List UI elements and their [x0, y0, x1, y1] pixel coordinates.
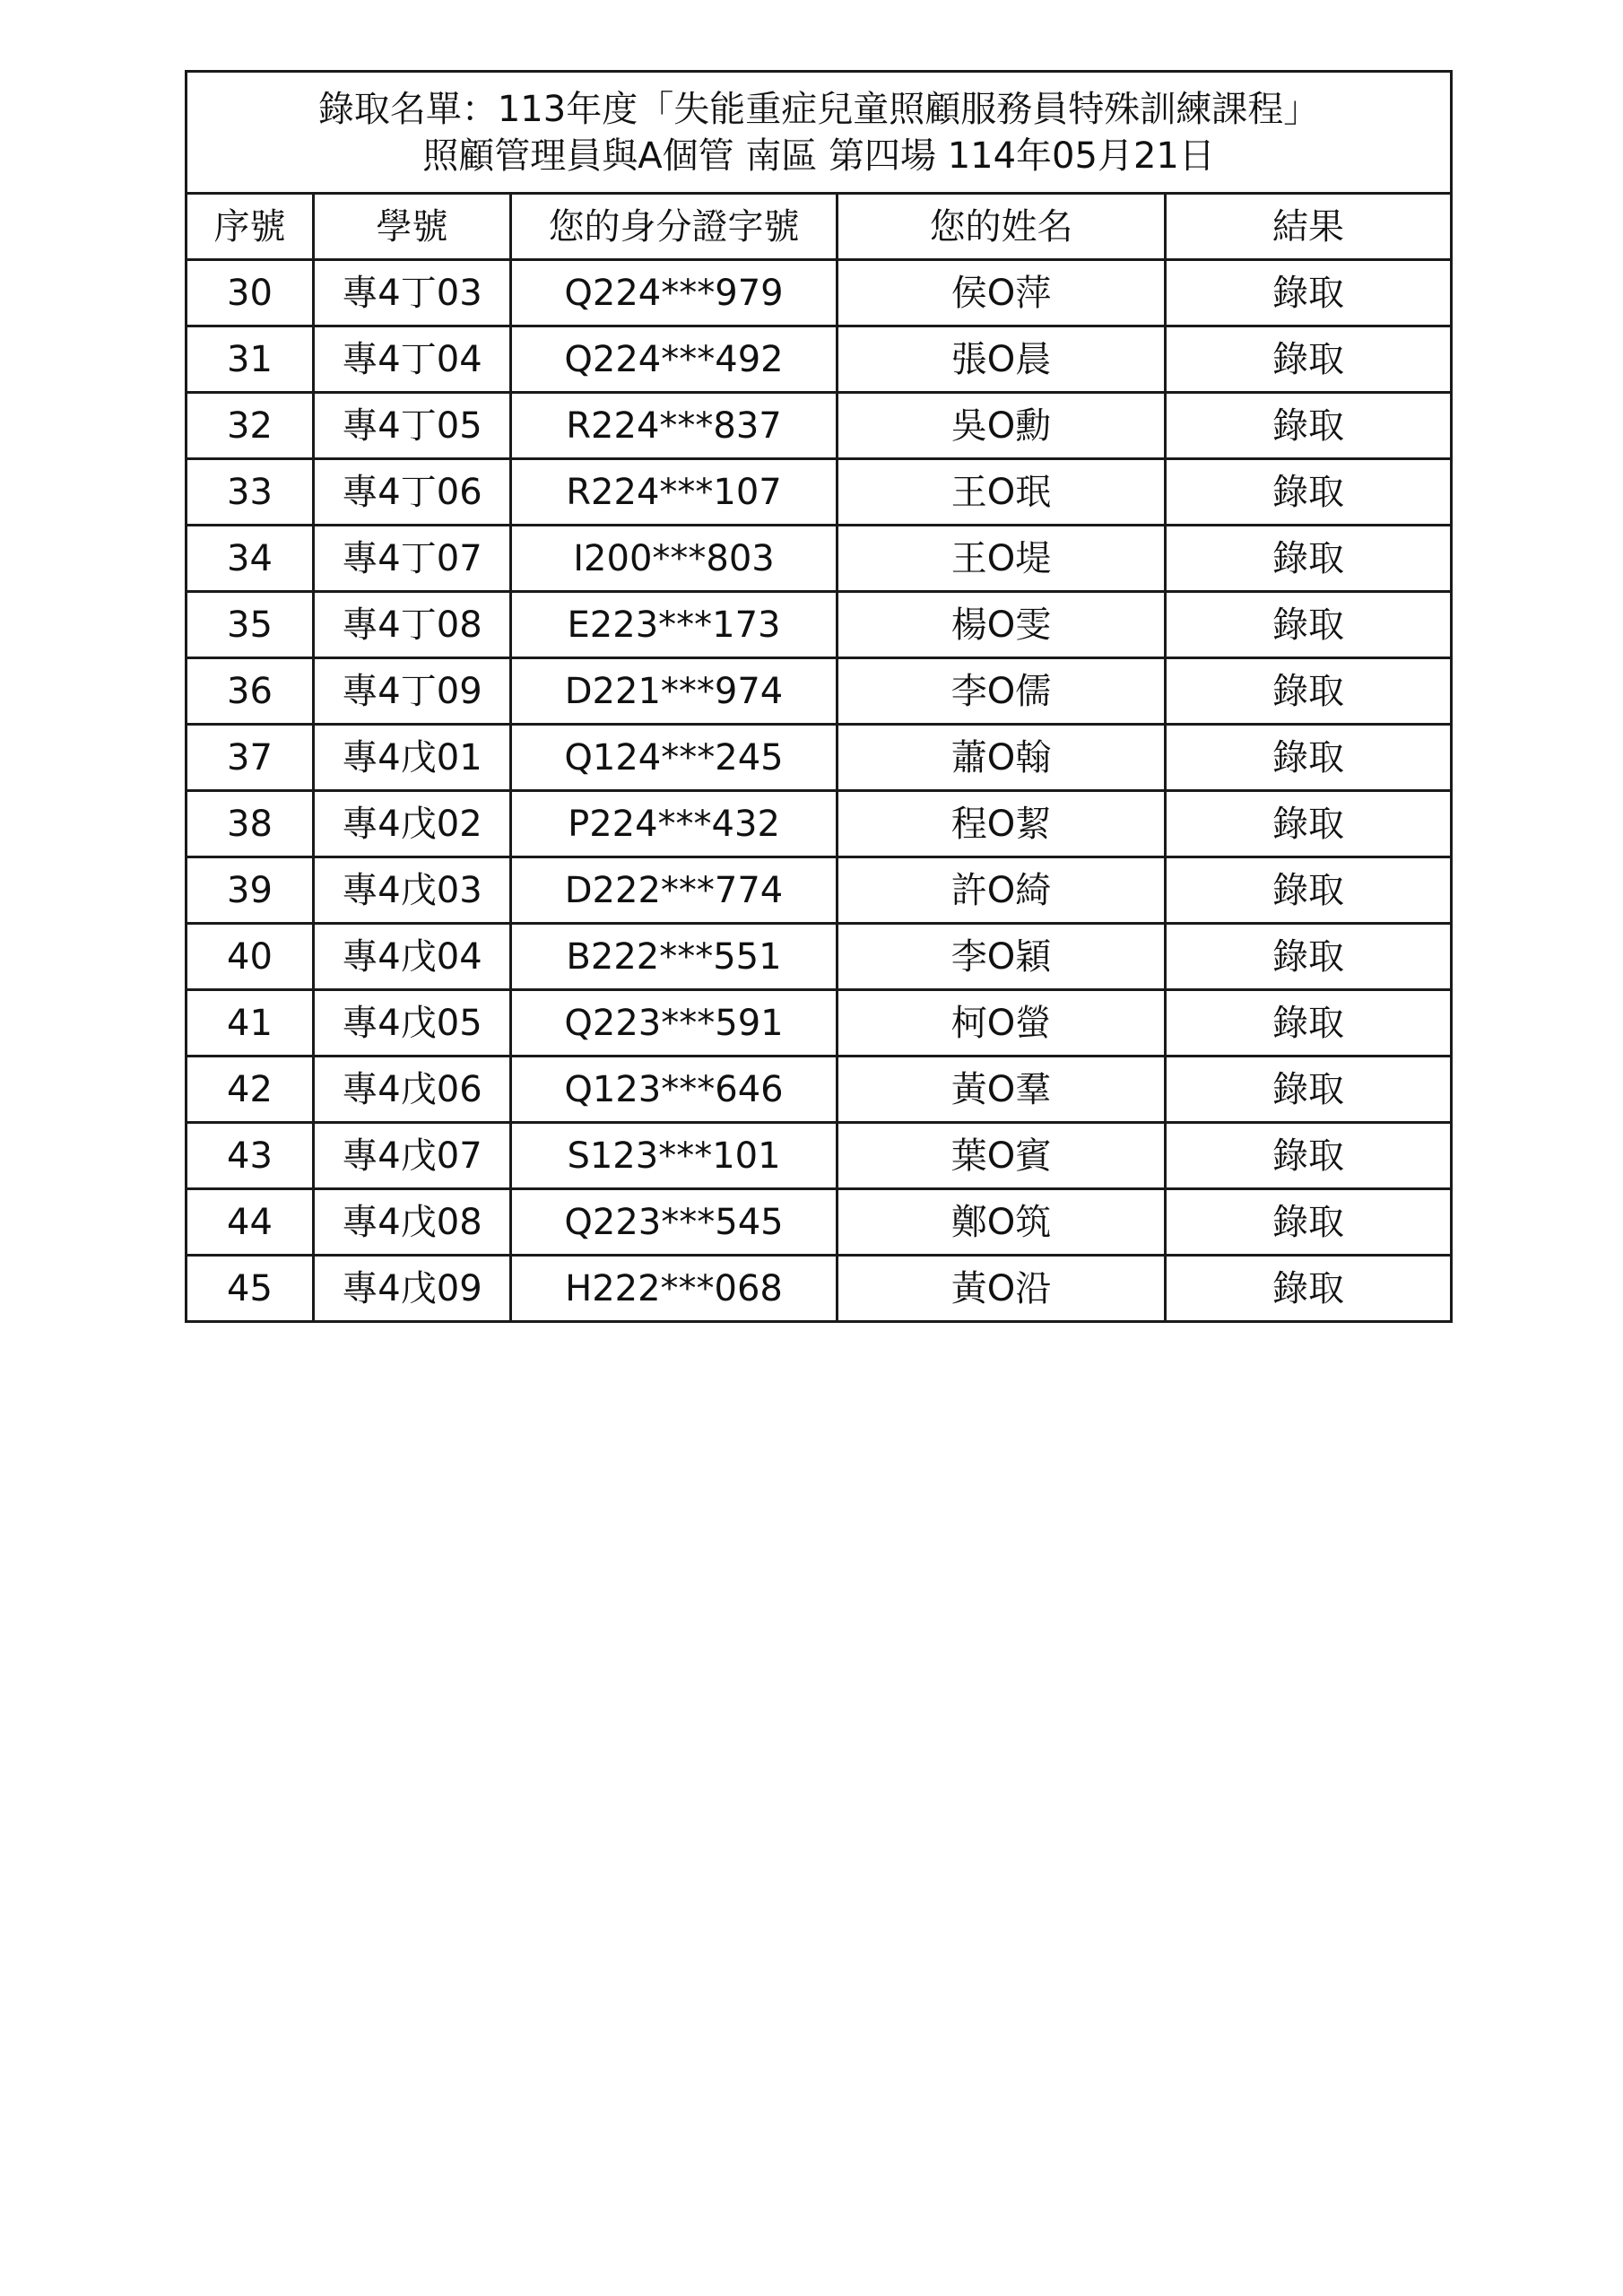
- cell-result: 錄取: [1166, 725, 1452, 791]
- cell-seq: 32: [187, 393, 314, 459]
- cell-national-id: B222***551: [511, 924, 838, 990]
- cell-seq: 36: [187, 658, 314, 725]
- table-row: [187, 326, 1452, 393]
- table-title: [187, 72, 1452, 194]
- cell-result: 錄取: [1166, 791, 1452, 857]
- cell-national-id: H222***068: [511, 1256, 838, 1322]
- table-row: [187, 924, 1452, 990]
- cell-national-id: Q124***245: [511, 725, 838, 791]
- cell-national-id: Q223***545: [511, 1189, 838, 1256]
- column-header-seq: 序號: [187, 194, 314, 260]
- cell-result: 錄取: [1166, 592, 1452, 658]
- cell-seq: 45: [187, 1256, 314, 1322]
- cell-student-id: 專4丁03: [314, 260, 511, 326]
- cell-seq: 31: [187, 326, 314, 393]
- cell-national-id: P224***432: [511, 791, 838, 857]
- cell-name: 楊O雯: [838, 592, 1166, 658]
- cell-student-id: 專4戊09: [314, 1256, 511, 1322]
- cell-student-id: 專4戊01: [314, 725, 511, 791]
- cell-student-id: 專4丁09: [314, 658, 511, 725]
- cell-result: 錄取: [1166, 526, 1452, 592]
- cell-name: 張O晨: [838, 326, 1166, 393]
- table-body: [187, 260, 1452, 1322]
- cell-student-id: 專4丁07: [314, 526, 511, 592]
- cell-result: 錄取: [1166, 1057, 1452, 1123]
- cell-national-id: R224***837: [511, 393, 838, 459]
- cell-result: 錄取: [1166, 990, 1452, 1057]
- cell-result: 錄取: [1166, 924, 1452, 990]
- title-line-1: 錄取名單：113年度「失能重症兒童照顧服務員特殊訓練課程」: [317, 88, 1320, 130]
- table-row: [187, 990, 1452, 1057]
- table-row: [187, 526, 1452, 592]
- column-header-student-id: 學號: [314, 194, 511, 260]
- table-row: [187, 260, 1452, 326]
- table-row: [187, 1189, 1452, 1256]
- cell-national-id: Q224***492: [511, 326, 838, 393]
- cell-result: 錄取: [1166, 658, 1452, 725]
- cell-national-id: D222***774: [511, 857, 838, 924]
- cell-result: 錄取: [1166, 1256, 1452, 1322]
- admission-list-table: [185, 70, 1453, 1323]
- table-row: [187, 393, 1452, 459]
- cell-result: 錄取: [1166, 857, 1452, 924]
- column-header-name: 您的姓名: [838, 194, 1166, 260]
- table-row: [187, 592, 1452, 658]
- cell-national-id: R224***107: [511, 459, 838, 526]
- cell-result: 錄取: [1166, 459, 1452, 526]
- cell-name: 侯O萍: [838, 260, 1166, 326]
- cell-name: 吳O勳: [838, 393, 1166, 459]
- table-row: [187, 725, 1452, 791]
- cell-seq: 43: [187, 1123, 314, 1189]
- cell-name: 黃O羣: [838, 1057, 1166, 1123]
- cell-seq: 39: [187, 857, 314, 924]
- cell-name: 李O穎: [838, 924, 1166, 990]
- cell-student-id: 專4丁05: [314, 393, 511, 459]
- table-row: [187, 1123, 1452, 1189]
- table-row: [187, 1057, 1452, 1123]
- cell-name: 王O珉: [838, 459, 1166, 526]
- table-row: [187, 1256, 1452, 1322]
- cell-seq: 35: [187, 592, 314, 658]
- cell-national-id: I200***803: [511, 526, 838, 592]
- cell-national-id: Q223***591: [511, 990, 838, 1057]
- cell-name: 柯O螢: [838, 990, 1166, 1057]
- cell-seq: 33: [187, 459, 314, 526]
- column-header-national-id: 您的身分證字號: [511, 194, 838, 260]
- cell-student-id: 專4丁08: [314, 592, 511, 658]
- cell-name: 王O堤: [838, 526, 1166, 592]
- table-row: [187, 459, 1452, 526]
- cell-seq: 30: [187, 260, 314, 326]
- cell-name: 鄭O筑: [838, 1189, 1166, 1256]
- cell-name: 蕭O翰: [838, 725, 1166, 791]
- cell-student-id: 專4戊03: [314, 857, 511, 924]
- cell-seq: 41: [187, 990, 314, 1057]
- cell-national-id: Q123***646: [511, 1057, 838, 1123]
- cell-student-id: 專4戊02: [314, 791, 511, 857]
- cell-name: 葉O賓: [838, 1123, 1166, 1189]
- cell-student-id: 專4丁04: [314, 326, 511, 393]
- cell-national-id: E223***173: [511, 592, 838, 658]
- cell-student-id: 專4戊06: [314, 1057, 511, 1123]
- cell-seq: 34: [187, 526, 314, 592]
- column-header-row: [187, 194, 1452, 260]
- table-row: [187, 791, 1452, 857]
- cell-name: 黃O沿: [838, 1256, 1166, 1322]
- cell-seq: 38: [187, 791, 314, 857]
- cell-national-id: D221***974: [511, 658, 838, 725]
- column-header-result: 結果: [1166, 194, 1452, 260]
- cell-national-id: S123***101: [511, 1123, 838, 1189]
- cell-student-id: 專4戊04: [314, 924, 511, 990]
- cell-student-id: 專4戊05: [314, 990, 511, 1057]
- cell-result: 錄取: [1166, 393, 1452, 459]
- cell-name: 程O絜: [838, 791, 1166, 857]
- table-row: [187, 857, 1452, 924]
- cell-seq: 44: [187, 1189, 314, 1256]
- table-row: [187, 658, 1452, 725]
- cell-result: 錄取: [1166, 1123, 1452, 1189]
- cell-student-id: 專4戊08: [314, 1189, 511, 1256]
- cell-name: 李O儒: [838, 658, 1166, 725]
- title-line-2: 照顧管理員與A個管 南區 第四場 114年05月21日: [422, 135, 1215, 177]
- cell-result: 錄取: [1166, 260, 1452, 326]
- cell-student-id: 專4戊07: [314, 1123, 511, 1189]
- cell-national-id: Q224***979: [511, 260, 838, 326]
- cell-seq: 42: [187, 1057, 314, 1123]
- cell-name: 許O綺: [838, 857, 1166, 924]
- cell-student-id: 專4丁06: [314, 459, 511, 526]
- cell-result: 錄取: [1166, 326, 1452, 393]
- cell-seq: 40: [187, 924, 314, 990]
- cell-seq: 37: [187, 725, 314, 791]
- cell-result: 錄取: [1166, 1189, 1452, 1256]
